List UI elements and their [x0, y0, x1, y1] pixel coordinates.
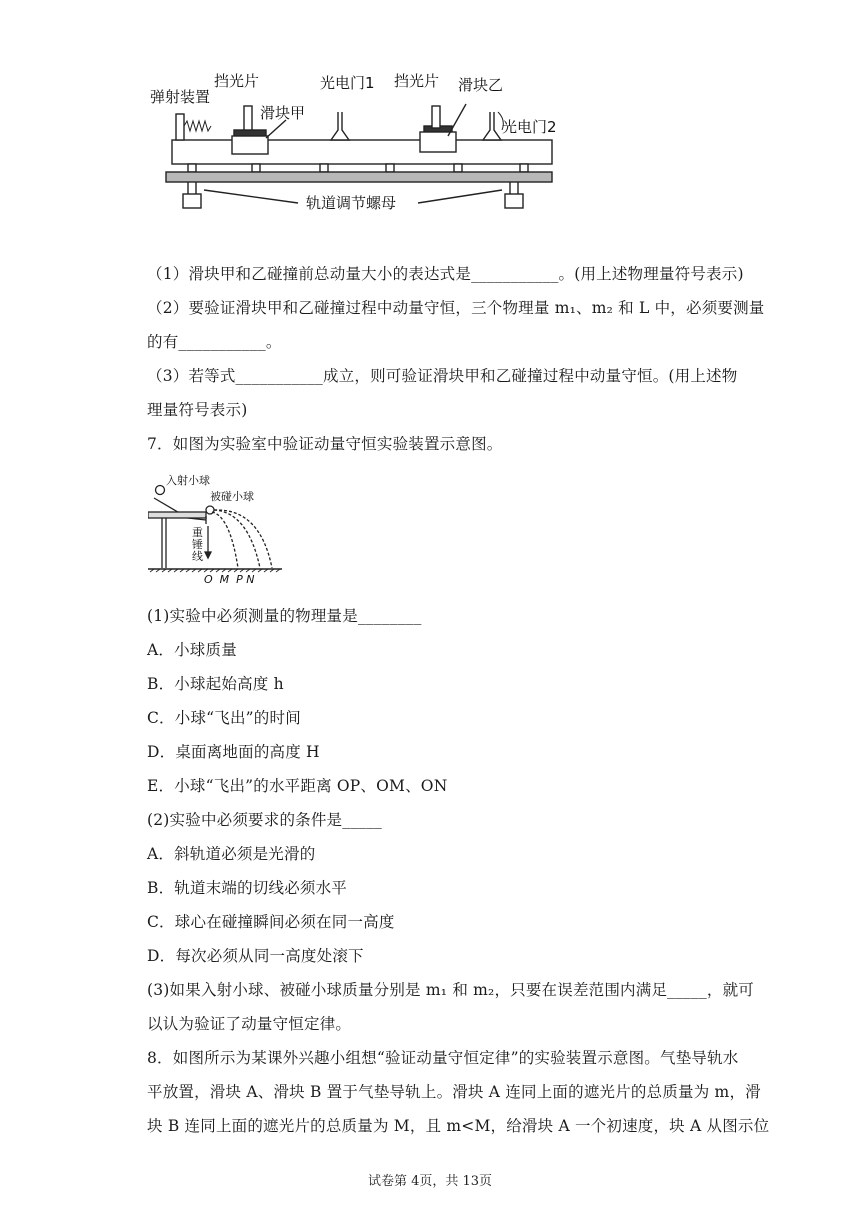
label-gate2: 光电门2 — [502, 118, 557, 136]
q7-sub1-option-d: D．桌面离地面的高度 H — [147, 743, 320, 761]
label-target-ball: 被碰小球 — [210, 490, 254, 503]
label-shutter-left: 挡光片 — [214, 72, 260, 90]
q6-part2-line1: （2）要验证滑块甲和乙碰撞过程中动量守恒，三个物理量 m₁、m₂ 和 L 中，必须要测量 — [147, 299, 765, 317]
q7-sub1-option-a: A．小球质量 — [147, 641, 237, 659]
label-launcher: 弹射装置 — [150, 88, 211, 106]
label-incident-ball: 入射小球 — [166, 474, 210, 487]
q6-part3-line2: 理量符号表示) — [147, 401, 248, 419]
q7-sub1-option-c: C．小球“飞出”的时间 — [147, 709, 301, 727]
q7-sub1-option-b: B．小球起始高度 h — [147, 675, 284, 693]
q8-line2: 平放置，滑块 A、滑块 B 置于气垫导轨上。滑块 A 连同上面的遮光片的总质量为 m，滑 — [147, 1083, 761, 1101]
label-plumb-3: 线 — [192, 550, 203, 563]
page-footer: 试卷第 4页，共 13页 — [367, 1174, 493, 1189]
q7-sub2-option-b: B．轨道末端的切线必须水平 — [147, 879, 347, 897]
q7-sub1-option-e: E．小球“飞出”的水平距离 OP、OM、ON — [147, 777, 448, 795]
label-adjust-nut: 轨道调节螺母 — [306, 194, 397, 212]
q7-sub2-option-d: D．每次必须从同一高度处滚下 — [147, 947, 364, 965]
q8-line1: 8．如图所示为某课外兴趣小组想“验证动量守恒定律”的实验装置示意图。气垫导轨水 — [147, 1049, 739, 1067]
label-slider-a: 滑块甲 — [260, 104, 306, 122]
q7-sub1: (1)实验中必须测量的物理量是________ — [147, 607, 422, 625]
q6-part2-line2: 的有___________。 — [147, 333, 282, 351]
ball-collision-diagram — [148, 472, 282, 584]
label-plumb-1: 重 — [192, 526, 203, 539]
label-shutter-right: 挡光片 — [394, 72, 440, 90]
q7-stem: 7．如图为实验室中验证动量守恒实验装置示意图。 — [147, 435, 503, 453]
q7-sub2-option-a: A．斜轨道必须是光滑的 — [147, 845, 316, 863]
q6-part3-line1: （3）若等式___________成立，则可验证滑块甲和乙碰撞过程中动量守恒。(用上述物 — [147, 367, 738, 385]
q7-sub3-line1: (3)如果入射小球、被碰小球质量分别是 m₁ 和 m₂，只要在误差范围内满足_____，就可 — [147, 981, 755, 999]
label-points: O M P N — [204, 573, 255, 584]
label-slider-b: 滑块乙 — [458, 76, 504, 94]
q7-sub2: (2)实验中必须要求的条件是_____ — [147, 811, 383, 829]
q7-sub3-line2: 以认为验证了动量守恒定律。 — [147, 1015, 352, 1033]
q6-part1: （1）滑块甲和乙碰撞前总动量大小的表达式是___________。(用上述物理量符号表示) — [147, 265, 744, 283]
q7-sub2-option-c: C．球心在碰撞瞬间必须在同一高度 — [147, 913, 395, 931]
q8-line3: 块 B 连同上面的遮光片的总质量为 M，且 m<M，给滑块 A 一个初速度，块 A 从图示位 — [147, 1117, 770, 1135]
air-track-diagram — [148, 66, 568, 218]
label-gate1: 光电门1 — [320, 74, 375, 92]
label-plumb-2: 锤 — [192, 538, 203, 551]
